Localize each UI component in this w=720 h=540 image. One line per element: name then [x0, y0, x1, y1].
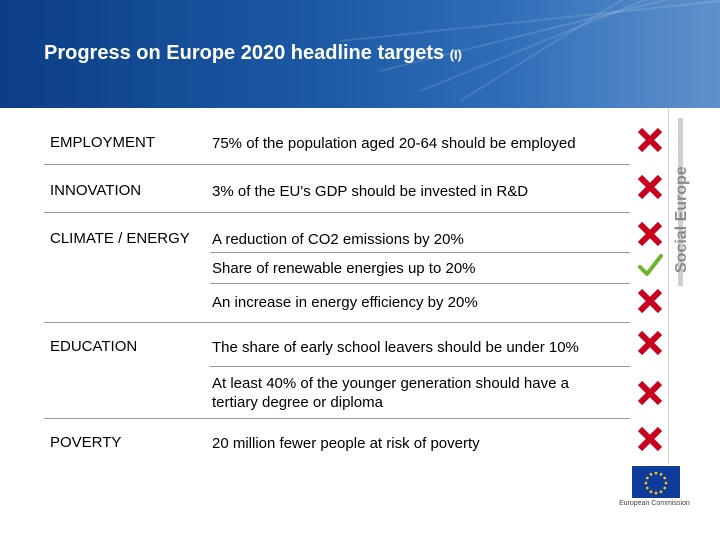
cross-mark-icon [636, 126, 664, 154]
row-target: Share of renewable energies up to 20% [212, 260, 476, 277]
social-europe-logo-text: Social Europe [673, 166, 690, 273]
targets-table [0, 108, 720, 540]
row-label: EDUCATION [50, 338, 138, 355]
row-divider [210, 252, 630, 253]
row-target: A reduction of CO2 emissions by 20% [212, 231, 464, 248]
social-europe-logo [670, 115, 692, 275]
row-target: 75% of the population aged 20-64 should be employed [212, 135, 576, 152]
row-target: 20 million fewer people at risk of poverty [212, 435, 480, 452]
check-mark-icon [636, 251, 664, 279]
row-divider [44, 164, 630, 165]
title-suffix: (I) [449, 47, 462, 62]
row-divider [210, 283, 630, 284]
row-label: INNOVATION [50, 182, 142, 199]
row-target: At least 40% of the younger generation should have a tertiary degree or diploma [212, 375, 569, 411]
page-title [44, 42, 462, 65]
eu-flag-icon [632, 466, 680, 498]
side-divider [668, 108, 669, 464]
cross-mark-icon [636, 173, 664, 201]
cross-mark-icon [636, 329, 664, 357]
cross-mark-icon [636, 379, 664, 407]
row-target: 3% of the EU's GDP should be invested in R&D [212, 183, 529, 200]
row-label: CLIMATE / ENERGY [50, 230, 190, 247]
cross-mark-icon [636, 425, 664, 453]
row-target: An increase in energy efficiency by 20% [212, 294, 478, 311]
row-label: EMPLOYMENT [50, 134, 156, 151]
row-divider [210, 366, 630, 367]
title-main: Progress on Europe 2020 headline targets [44, 42, 445, 64]
row-divider [44, 418, 630, 419]
row-label: POVERTY [50, 434, 122, 451]
row-target: The share of early school leavers should be under 10% [212, 339, 579, 356]
header-ray [420, 0, 720, 92]
cross-mark-icon [636, 220, 664, 248]
eu-commission-caption: European Commission [619, 500, 690, 507]
row-divider [44, 212, 630, 213]
header-ray [340, 0, 720, 42]
row-divider [44, 322, 630, 323]
cross-mark-icon [636, 287, 664, 315]
header-banner [0, 0, 720, 108]
